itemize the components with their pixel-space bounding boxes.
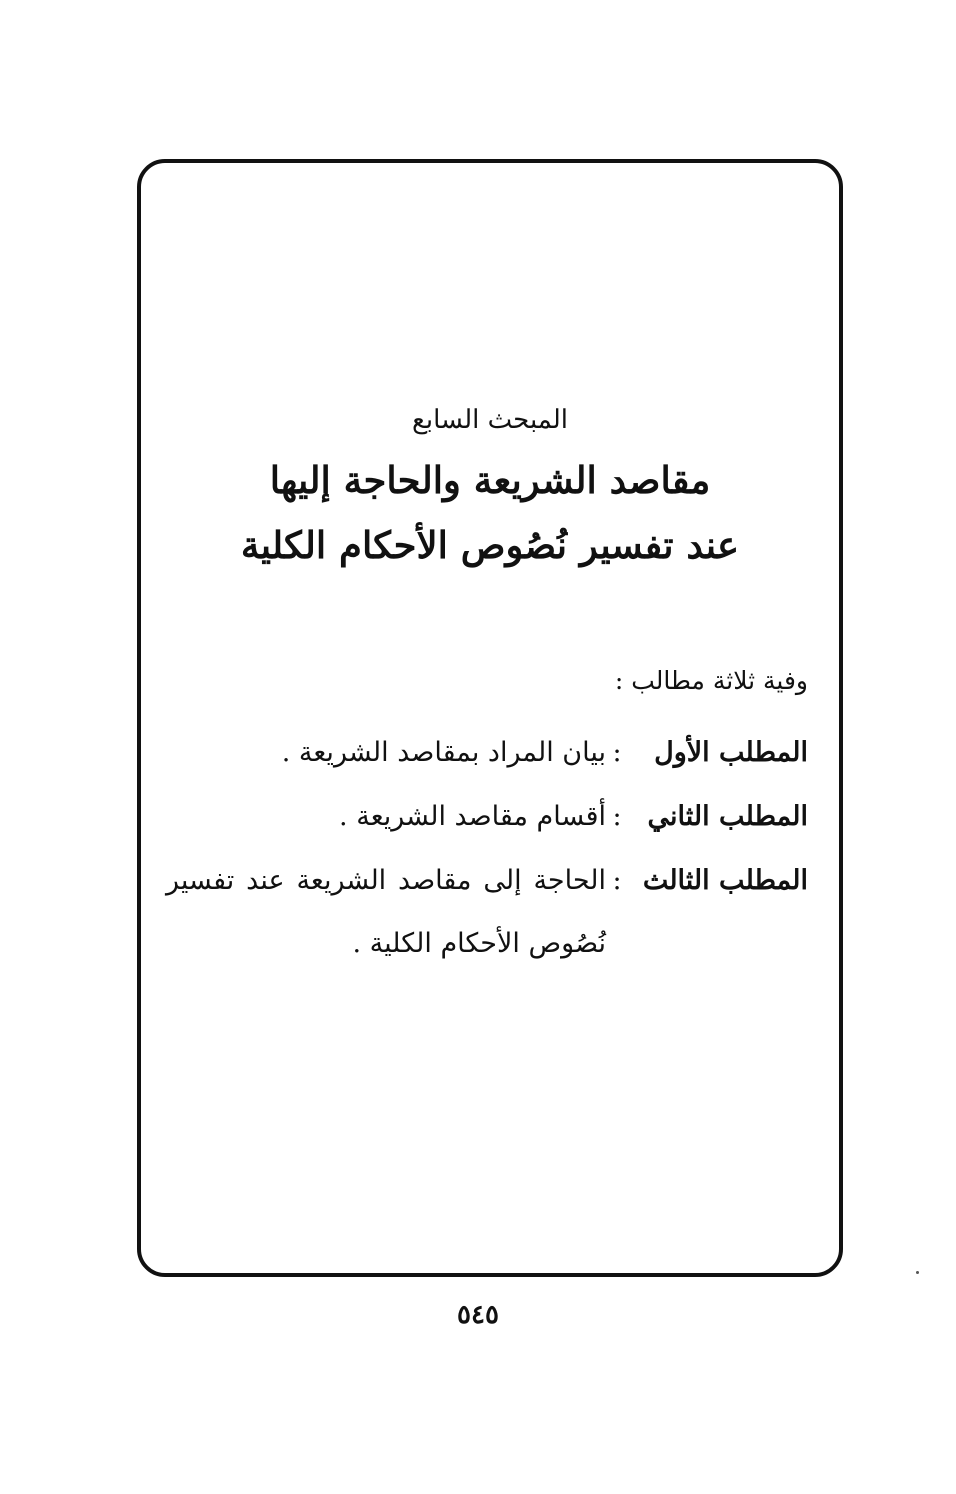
- requirement-1-label: المطلب الأول: [654, 737, 808, 768]
- requirement-2-text: أقسام مقاصد الشريعة .: [339, 801, 606, 832]
- requirements-intro: وفية ثلاثة مطالب :: [614, 666, 808, 695]
- requirement-3-text: الحاجة إلى مقاصد الشريعة عند تفسير: [166, 865, 606, 896]
- requirement-1-colon: :: [612, 737, 622, 768]
- requirement-3-colon: :: [612, 865, 622, 896]
- chapter-title-line-1: مقاصد الشريعة والحاجة إليها: [269, 458, 711, 502]
- requirement-3-text-continued: نُصُوص الأحكام الكلية .: [352, 928, 606, 959]
- requirement-2-label: المطلب الثاني: [647, 801, 808, 832]
- requirement-1-text: بيان المراد بمقاصد الشريعة .: [281, 737, 606, 768]
- requirement-3-label: المطلب الثالث: [642, 865, 808, 896]
- page-border-frame: [137, 159, 843, 1277]
- page-number: ٥٤٥: [457, 1300, 499, 1330]
- requirement-3: [166, 865, 808, 896]
- requirement-2: [339, 801, 808, 832]
- requirement-2-colon: :: [612, 801, 622, 832]
- chapter-subtitle: المبحث السابع: [412, 405, 568, 435]
- chapter-title-line-2: عند تفسير نُصُوص الأحكام الكلية: [240, 523, 740, 567]
- requirement-1: [282, 737, 808, 768]
- scan-speck: [916, 1271, 919, 1274]
